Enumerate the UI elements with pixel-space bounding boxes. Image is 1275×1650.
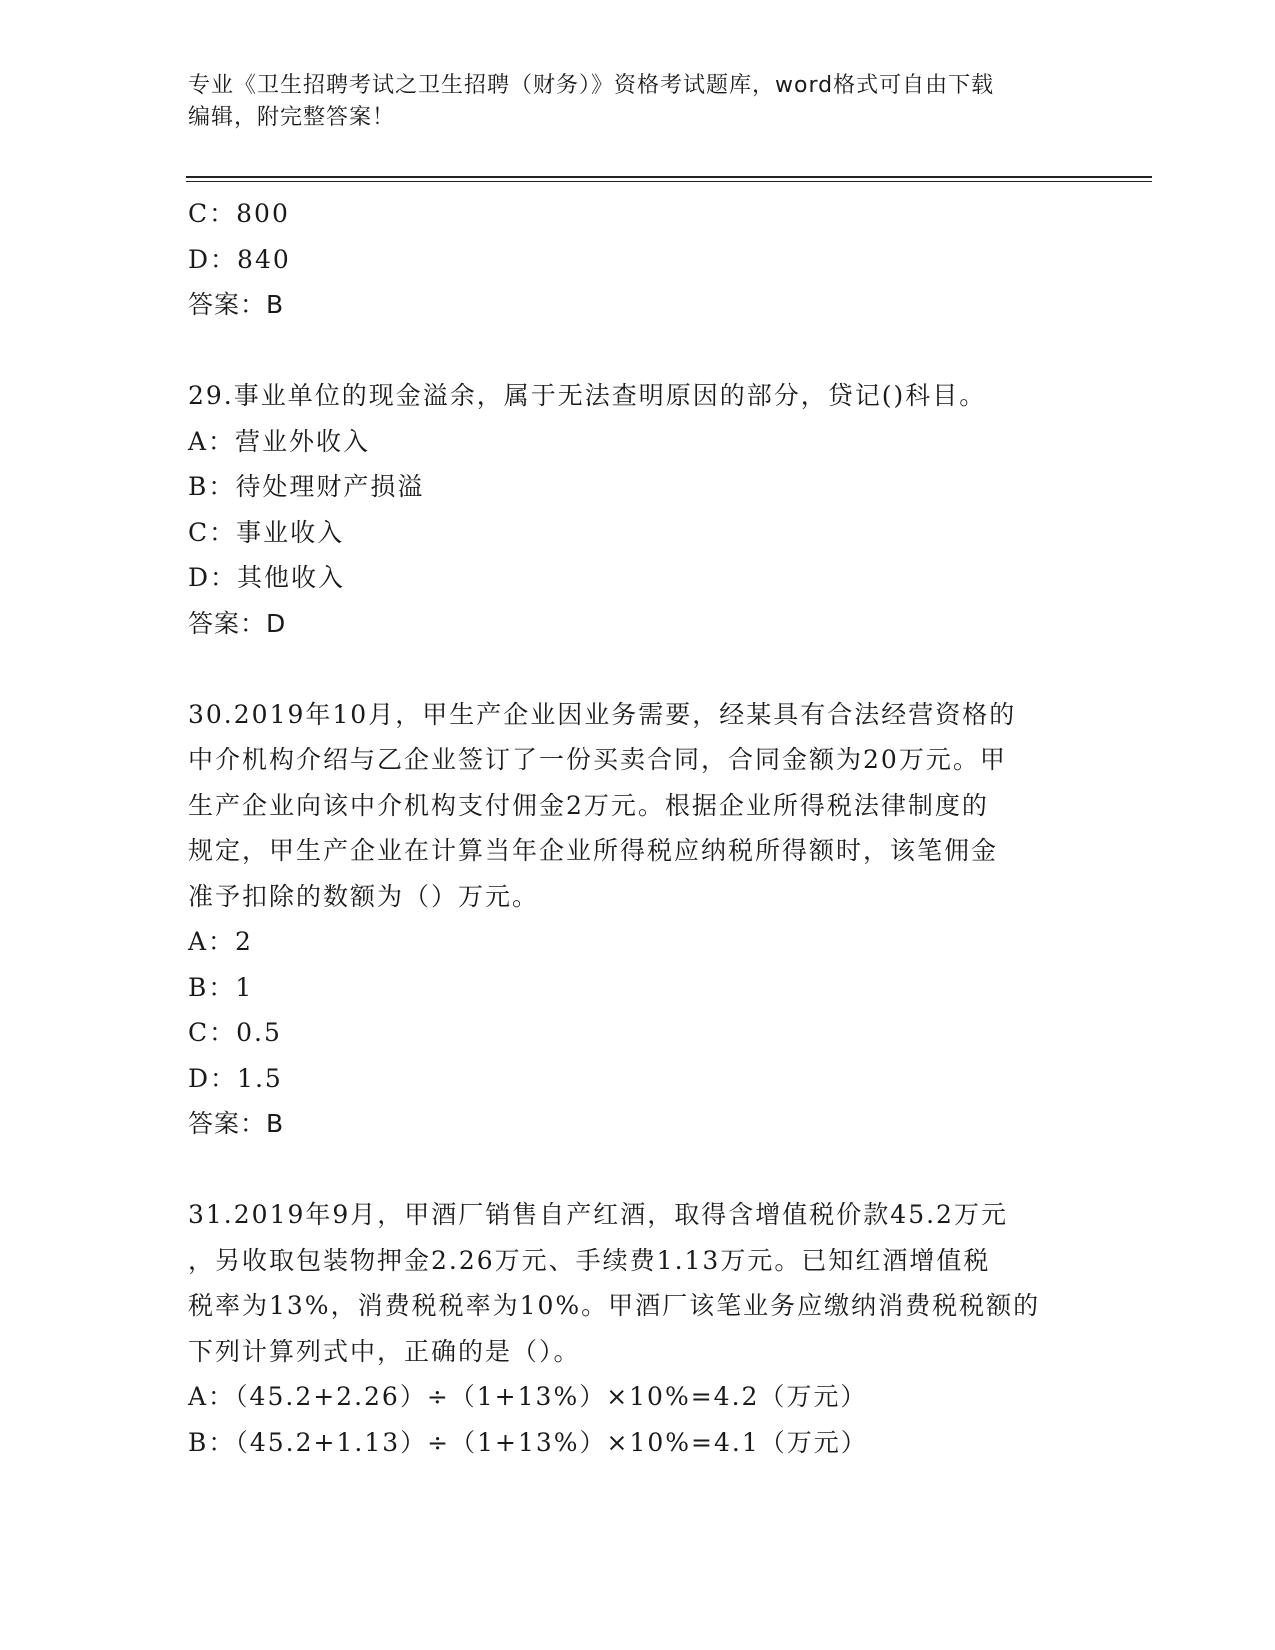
question-stem: 29.事业单位的现金溢余，属于无法查明原因的部分，贷记()科目。	[188, 381, 987, 410]
option-b: B：（45.2+1.13）÷（1+13%）×10%=4.1（万元）	[188, 1427, 868, 1457]
option-d: D：840	[188, 244, 291, 274]
option-d: D：其他收入	[188, 563, 346, 592]
option-c: C：事业收入	[188, 517, 345, 547]
question-stem-line: 中介机构介绍与乙企业签订了一份买卖合同，合同金额为20万元。甲	[188, 745, 1007, 774]
option-c: C：800	[188, 199, 290, 228]
answer-line: 答案：D	[188, 608, 287, 638]
option-a: A：2	[188, 927, 253, 956]
spacer	[188, 646, 1088, 692]
option-a: A：（45.2+2.26）÷（1+13%）×10%=4.2（万元）	[188, 1382, 868, 1411]
option-b: B：1	[188, 972, 254, 1002]
question-stem-line: 税率为13%，消费税税率为10%。甲酒厂该笔业务应缴纳消费税税额的	[188, 1291, 1041, 1320]
header-rule-thin	[186, 181, 1152, 182]
question-content	[188, 191, 1088, 1465]
option-d: D：1.5	[188, 1063, 283, 1093]
answer-line: 答案：B	[188, 1109, 285, 1138]
question-28-tail	[188, 191, 1088, 328]
question-stem-line: 规定，甲生产企业在计算当年企业所得税应纳税所得额时，该笔佣金	[188, 836, 999, 865]
question-stem-line: 31.2019年9月，甲酒厂销售自产红酒，取得含增值税价款45.2万元	[188, 1200, 1008, 1229]
header-line-1: 专业《卫生招聘考试之卫生招聘（财务）》资格考试题库，word格式可自由下载	[188, 73, 995, 98]
question-31	[188, 1192, 1088, 1465]
question-stem-line: 生产企业向该中介机构支付佣金2万元。根据企业所得税法律制度的	[188, 790, 989, 820]
question-stem-line: ，另收取包装物押金2.26万元、手续费1.13万元。已知红酒增值税	[188, 1245, 991, 1275]
answer-line: 答案：B	[188, 290, 285, 319]
header-rule-thick	[186, 176, 1152, 178]
option-b: B：待处理财产损溢	[188, 472, 425, 501]
question-stem-line: 30.2019年10月，甲生产企业因业务需要，经某具有合法经营资格的	[188, 699, 1017, 729]
option-c: C：0.5	[188, 1018, 282, 1047]
question-30	[188, 692, 1088, 1147]
option-a: A：营业外收入	[188, 426, 371, 456]
question-stem-line: 准予扣除的数额为（）万元。	[188, 881, 540, 911]
question-29	[188, 373, 1088, 646]
spacer	[188, 328, 1088, 374]
header-line-2: 编辑，附完整答案！	[188, 105, 396, 130]
spacer	[188, 1147, 1088, 1193]
document-header	[188, 70, 1088, 134]
question-stem-line: 下列计算列式中，正确的是（）。	[188, 1336, 581, 1366]
